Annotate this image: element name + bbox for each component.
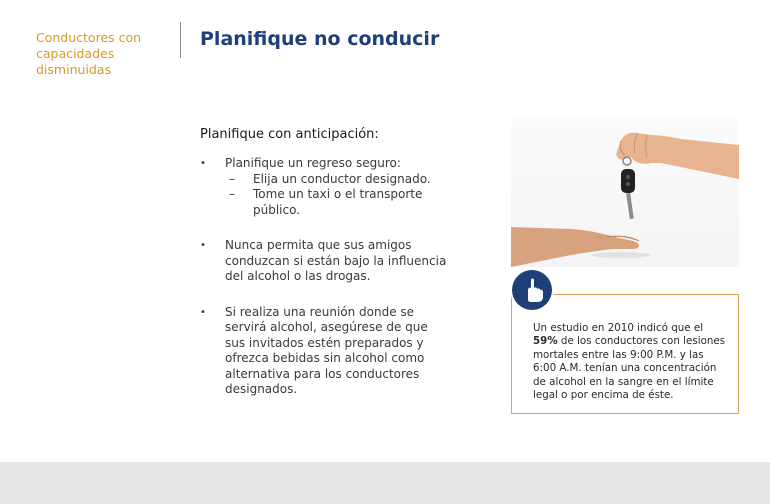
dash-icon: – (229, 171, 235, 186)
bullet-icon: • (200, 158, 206, 169)
sub-item-text: Elija un conductor designado. (253, 171, 431, 186)
sub-list-item (225, 172, 450, 188)
bullet-icon: • (200, 306, 206, 318)
content-heading: Planifique con anticipación: (200, 127, 379, 142)
header-divider (180, 22, 181, 58)
list-item (200, 156, 450, 218)
footer-bar (0, 462, 770, 504)
hand-pointing-icon (508, 266, 556, 314)
bullet-icon: • (200, 240, 206, 251)
sub-list-item (225, 187, 450, 218)
bullet-list (200, 156, 450, 398)
callout-text-after: de los conductores con lesiones mortales entre las 9:00 P.M. y las 6:00 A.M. tenían una concentración de alcohol en la sangre en el límite legal o por encima de éste. (533, 335, 726, 402)
callout-text (533, 322, 728, 402)
sub-list (225, 172, 450, 219)
dash-icon: – (229, 187, 235, 201)
callout-text-before: Un estudio en 2010 indicó que el (533, 322, 704, 334)
sub-item-text: Tome un taxi o el transporte público. (253, 187, 423, 217)
list-item (200, 305, 450, 398)
hands-car-keys-photo (511, 117, 739, 267)
bullet-text: Planifique un regreso seguro: (225, 156, 401, 170)
hand-pointing-badge (508, 266, 556, 314)
section-label: Conductores con capacidades disminuidas (36, 30, 142, 77)
hands-car-keys-icon (511, 117, 739, 267)
list-item (200, 238, 450, 285)
callout-highlight: 59% (533, 335, 558, 348)
bullet-text: Si realiza una reunión donde se servirá alcohol, asegúrese de que sus invitados estén preparados y ofrezca bebidas sin alcohol como alternativa para los conductores designados. (225, 304, 428, 396)
bullet-text: Nunca permita que sus amigos conduzcan si están bajo la influencia del alcohol o las drogas. (225, 238, 447, 283)
page-title: Planifique no conducir (200, 28, 440, 50)
